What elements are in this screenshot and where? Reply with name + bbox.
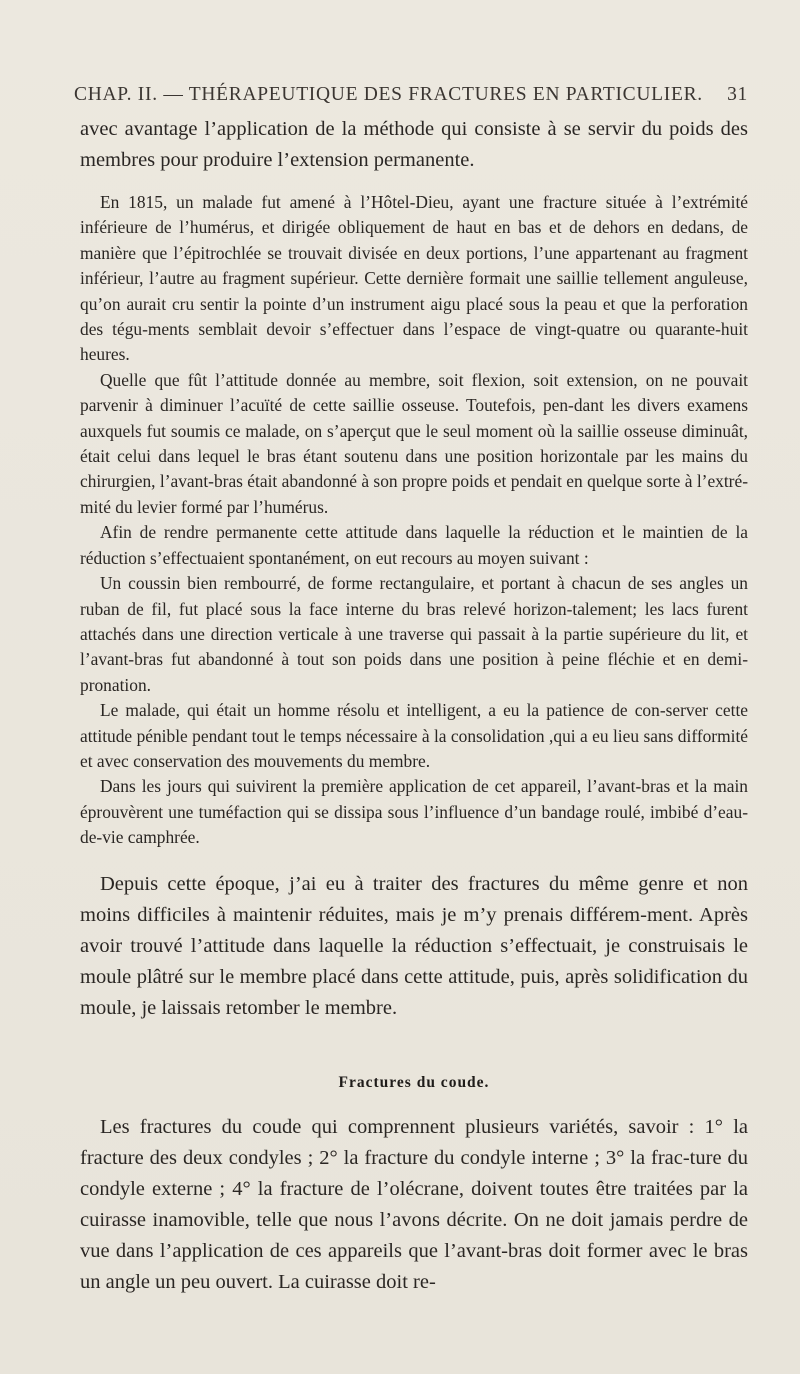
case-paragraph: En 1815, un malade fut amené à l’Hôtel-Dieu, ayant une fracture située à l’extrémité inférieure de l’humérus, et dirigée obliquement de haut en bas et de dehors en dedans, de manière que l’épitrochlée se trouvait divisée en deux portions, l’une appartenant au fragment inférieur, l’autre au fragment supérieur. Cette dernière formait une saillie tellement anguleuse, qu’on aurait cru sentir la pointe d’un instrument aigu placé sous la peau et que la perforation des tégu-ments semblait devoir s’effectuer dans l’espace de vingt-quatre ou quarante-huit heures.	[80, 192, 748, 365]
section-title: Fractures du coude.	[338, 1073, 490, 1091]
case-paragraph: Le malade, qui était un homme résolu et intelligent, a eu la patience de con-server cette attitude pénible pendant tout le temps nécessaire à la consolidation ,qui a eu lieu sans difformité et avec conservation des mouvements du membre.	[80, 700, 748, 771]
case-paragraph: Quelle que fût l’attitude donnée au membre, soit flexion, soit extension, on ne pouvait parvenir à diminuer l’acuïté de cette saillie osseuse. Toutefois, pen-dant les divers examens auxquels fut soumis ce malade, on s’aperçut que le seul moment où la saillie osseuse diminuât, était celui dans lequel le bras étant soutenu dans une position horizontale par les mains du chirurgien, l’avant-bras était abandonné à son propre poids et pendait en quelque sorte à l’extré-mité du levier formé par l’humérus.	[80, 369, 748, 517]
section-paragraph: Les fractures du coude qui comprennent plusieurs variétés, savoir : 1° la fracture des deux condyles ; 2° la fracture du condyle interne ; 3° la frac-ture du condyle externe ; 4° la fracture de l’olécrane, doivent toutes être traitées par la cuirasse inamovible, telle que nous l’avons décrite. On ne doit jamais perdre de vue dans l’application de ces appareils que l’avant-bras doit former avec le bras un angle un peu ouvert. La cuirasse doit re-	[80, 1115, 748, 1293]
case-paragraph: Afin de rendre permanente cette attitude dans laquelle la réduction et le maintien de la réduction s’effectuaient spontanément, on eut recours au moyen suivant :	[80, 522, 748, 568]
chapter-title: CHAP. II. — THÉRAPEUTIQUE DES FRACTURES EN PARTICULIER.	[74, 84, 703, 105]
method-paragraph: Depuis cette époque, j’ai eu à traiter des fractures du même genre et non moins difficiles à maintenir réduites, mais je m’y prenais différem-ment. Après avoir trouvé l’attitude dans laquelle la réduction s’effectuait, je construisais le moule plâtré sur le membre placé dans cette attitude, puis, après solidification du moule, je laissais retomber le membre.	[80, 872, 748, 1019]
case-paragraph: Un coussin bien rembourré, de forme rectangulaire, et portant à chacun de ses angles un ruban de fil, fut placé sous la face interne du bras relevé horizon-talement; les lacs furent attachés dans une direction verticale à une traverse qui passait à la partie supérieure du lit, et l’avant-bras fut abandonné à tout son poids dans une position à peine fléchie et en demi-pronation.	[80, 573, 748, 695]
main-text	[80, 114, 748, 1298]
page-number: 31	[727, 84, 748, 105]
running-header	[74, 84, 748, 106]
intro-paragraph: avec avantage l’application de la méthode qui consiste à se servir du poids des membres pour produire l’extension permanente.	[80, 118, 748, 171]
case-paragraph: Dans les jours qui suivirent la première application de cet appareil, l’avant-bras et la main éprouvèrent une tuméfaction qui se dissipa sous l’influence d’un bandage roulé, imbibé d’eau-de-vie camphrée.	[80, 776, 748, 848]
